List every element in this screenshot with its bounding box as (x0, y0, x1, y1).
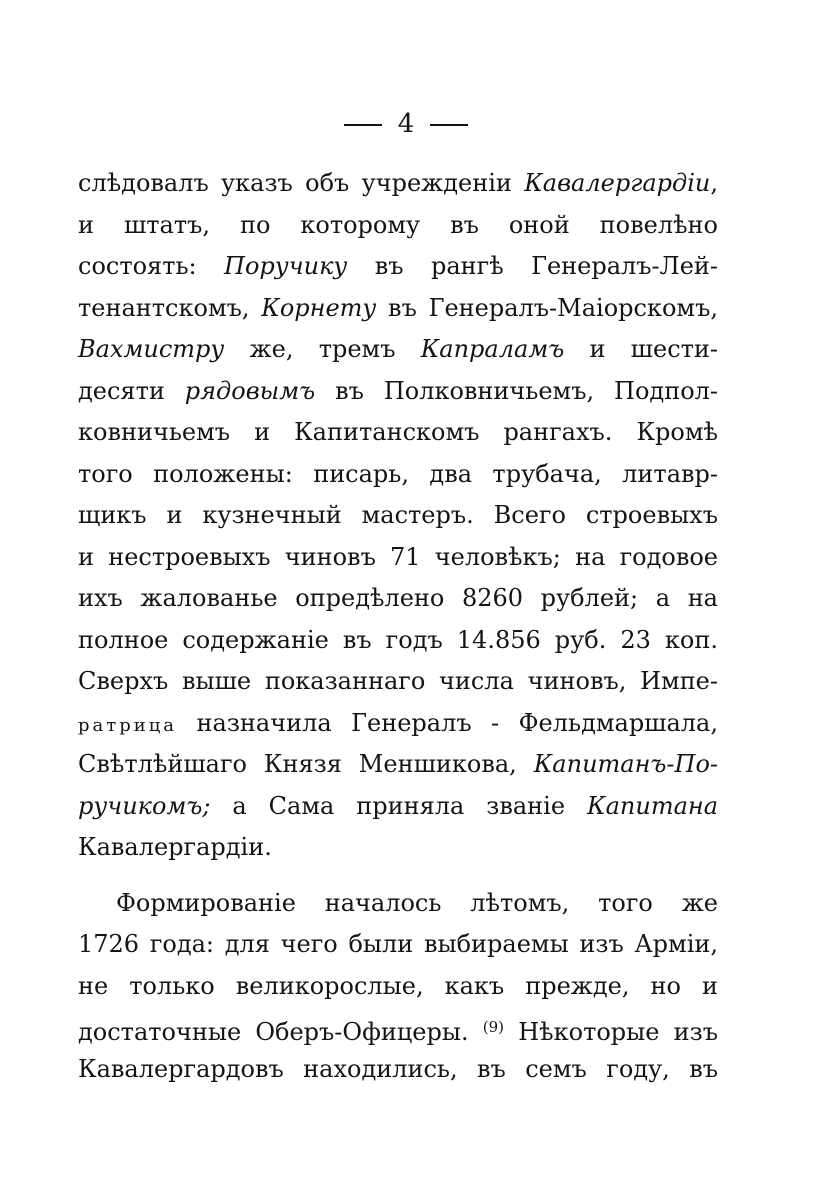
text-line (78, 329, 718, 371)
text-line (78, 786, 718, 828)
line-text: и штатъ, по которому въ оной повелѣно (78, 210, 718, 239)
italic-text: Капитана (587, 791, 718, 820)
line-text: въ рангѣ Генералъ-Лей- (347, 252, 718, 280)
line-text: десяти (78, 376, 185, 405)
paragraph-gap (78, 869, 718, 883)
line-text: не только великорослые, какъ прежде, но и (78, 971, 718, 1000)
line-text: и нестроевыхъ чиновъ 71 человѣкъ; на годовое (78, 542, 718, 571)
line-text: 1726 года: для чего были выбираемы изъ Арміи, (78, 930, 718, 958)
line-text: Сверхъ выше показаннаго числа чиновъ, Импе- (78, 667, 718, 695)
small-caps-text: ратрица (78, 714, 178, 736)
line-text: полное содержаніе въ годъ 14.856 руб. 23 коп. (78, 625, 718, 654)
line-text: состоять: (78, 252, 225, 280)
text-line (78, 205, 718, 247)
italic-text: Капитанъ-По- (533, 750, 718, 778)
line-text: Нѣкоторые изъ (504, 1018, 718, 1046)
footnote-marker: (9) (482, 1018, 505, 1036)
line-text: Формированіе началось лѣтомъ, того же (116, 888, 718, 917)
text-line (78, 537, 718, 579)
italic-text: Капраламъ (420, 335, 565, 363)
text-line (78, 1049, 718, 1091)
line-text: въ Полковничьемъ, Подпол- (315, 376, 719, 405)
paragraph-1 (78, 163, 718, 869)
text-line (78, 827, 718, 869)
italic-text: рядовымъ (184, 376, 316, 405)
line-text: ковничьемъ и Капитанскомъ рангахъ. Кромѣ (78, 418, 718, 446)
line-text: назначила Генералъ - Фельдмаршала, (177, 708, 718, 737)
text-line (78, 703, 718, 745)
italic-text: Вахмистру (78, 335, 225, 363)
text-line (78, 578, 718, 620)
line-text: тенантскомъ, (78, 293, 262, 322)
text-line (78, 246, 718, 288)
header-dash-right (430, 124, 468, 126)
line-text: и шести- (564, 335, 719, 363)
line-text: слѣдовалъ указъ объ учрежденіи (78, 169, 525, 197)
text-line (78, 966, 718, 1008)
text-line (78, 620, 718, 662)
page-number: 4 (397, 109, 415, 139)
body-text (78, 163, 718, 1090)
text-line (78, 924, 718, 966)
italic-text: Поручику (224, 252, 348, 280)
line-text: достаточные Оберъ-Офицеры. (78, 1018, 483, 1046)
italic-text: Корнету (261, 293, 377, 322)
line-text: , (710, 169, 718, 197)
text-line (78, 744, 718, 786)
header-dash-left (344, 124, 382, 126)
line-text: же, тремъ (224, 335, 421, 363)
line-text: того положены: писарь, два трубача, литавр- (78, 459, 718, 488)
line-text: Кавалергардовъ находились, въ семъ году, въ (78, 1054, 718, 1083)
text-line (78, 454, 718, 496)
line-text: Кавалергардіи. (78, 833, 272, 861)
text-line (78, 883, 718, 925)
text-line (78, 1007, 718, 1049)
paragraph-2 (78, 883, 718, 1091)
line-text: а Сама приняла званіе (210, 791, 588, 820)
text-line (78, 495, 718, 537)
line-text: въ Генералъ-Маіорскомъ, (376, 293, 718, 322)
text-line (78, 288, 718, 330)
text-line (78, 163, 718, 205)
text-line (78, 661, 718, 703)
line-text: Свѣтлѣйшаго Князя Меншикова, (78, 750, 534, 778)
text-line (78, 371, 718, 413)
italic-text: ручикомъ; (78, 791, 211, 820)
line-text: ихъ жалованье опредѣлено 8260 рублей; а на (78, 584, 718, 612)
line-text: щикъ и кузнечный мастеръ. Всего строевыхъ (78, 501, 718, 529)
text-line (78, 412, 718, 454)
italic-text: Кавалергардіи (524, 169, 711, 197)
page-header (0, 104, 812, 144)
